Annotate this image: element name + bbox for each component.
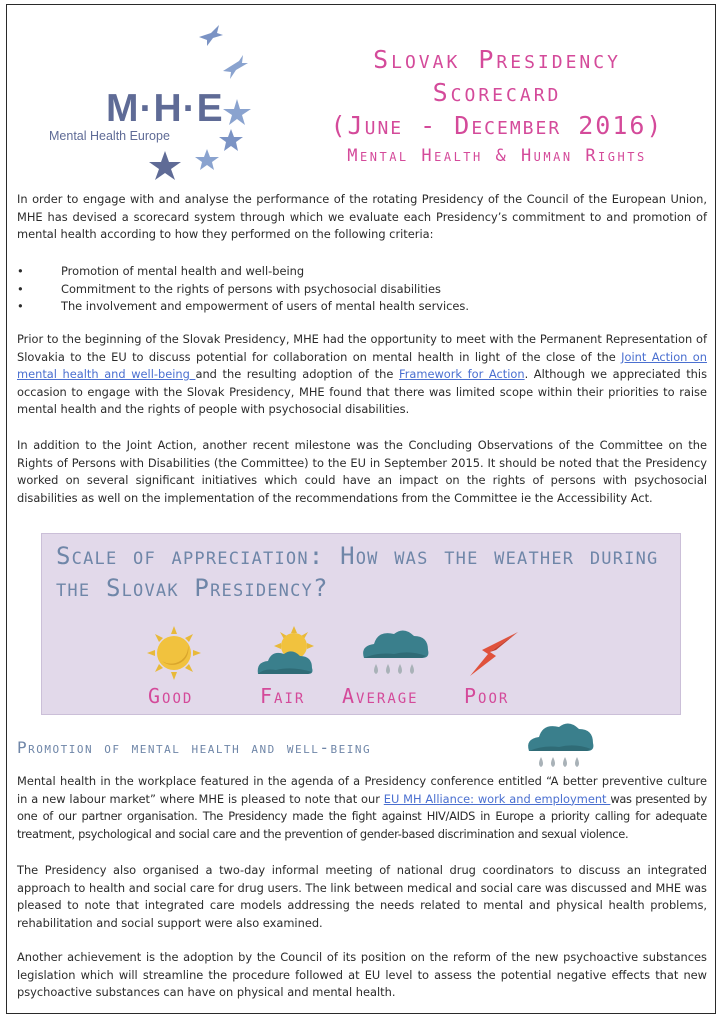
scale-label-fair: Fair <box>260 684 306 708</box>
mhe-logo <box>37 23 287 183</box>
para2-text-a: Prior to the beginning of the Slovak Presidency, MHE had the opportunity to meet with the Permanent Representation of Slovakia to the EU to discuss potential for collaboration on mental health in light of the close of the <box>17 332 707 364</box>
joint-action-link[interactable]: Joint Action on mental health and well-being <box>17 349 707 381</box>
eu-mh-alliance-link[interactable]: EU MH Alliance: work and employment <box>383 791 611 806</box>
title-line-1: Slovak Presidency <box>373 45 621 74</box>
bird-icon <box>199 25 223 46</box>
framework-link[interactable]: Framework for Action <box>398 367 525 381</box>
page-title <box>297 43 697 170</box>
sun-cloud-icon <box>252 626 320 680</box>
star-icon <box>195 149 219 170</box>
section-title-promotion: Promotion of mental health and well-being <box>17 738 372 757</box>
scale-of-appreciation <box>41 533 681 715</box>
rain-cloud-icon <box>358 624 434 680</box>
intro-text: In order to engage with and analyse the performance of the rotating Presidency of the Council of the European Union, MHE has devised a scorecard system through which we evaluate each Presidency’s commitment to and promotion of mental health according to how they performed on the following criteria: <box>17 192 707 241</box>
list-item: • The involvement and empowerment of users of mental health services. <box>17 298 697 316</box>
scorecard-page <box>6 4 716 1014</box>
section1-text-a: Mental health in the workplace featured in the agenda of a Presidency conference entitled “A better preventive culture in a new labour market” where MHE is pleased to note that our <box>17 774 707 806</box>
rain-cloud-icon <box>523 717 599 773</box>
title-line-4: Mental Health & Human Rights <box>347 146 647 166</box>
section1-paragraph-1 <box>17 773 707 843</box>
section1-text-3: Another achievement is the adoption by the Council of its position on the reform of the new psychoactive substances legislation which will streamline the procedure followed at EU level to assess the potential negative effects that new psychoactive substances can have on physical and mental health. <box>17 950 707 999</box>
bird-icon <box>223 55 248 79</box>
title-line-3: (June - December 2016) <box>330 111 664 140</box>
star-icon <box>149 151 181 180</box>
milestone-paragraph <box>17 437 707 507</box>
logo-subtitle: Mental Health Europe <box>49 129 170 143</box>
section1-text-2: The Presidency also organised a two-day informal meeting of national drug coordinators to discuss an integrated approach to health and social care for drug users. The link between medical and social care was discussed and MHE was pleased to note that integrated care models addressing the needs related to mental and physical health problems, rehabilitation and social support were also examined. <box>17 863 707 930</box>
presidency-paragraph <box>17 331 707 419</box>
milestone-text: In addition to the Joint Action, another recent milestone was the Concluding Observations of the Committee on the Rights of Persons with Disabilities (the Committee) to the EU in September 2015. It should be noted that the Presidency worked on several significant initiatives which could have an impact on the rights of persons with psychosocial disabilities as well on the implementation of the recommendations from the Committee ie the Accessibility Act. <box>17 438 707 505</box>
section1-paragraph-2 <box>17 862 707 932</box>
section1-paragraph-3 <box>17 949 707 1002</box>
star-icon <box>223 99 251 125</box>
list-item: • Promotion of mental health and well-being <box>17 263 697 281</box>
logo-wordmark: M·H·E <box>106 87 224 130</box>
scale-label-average: Average <box>342 684 419 708</box>
sun-icon <box>144 626 204 680</box>
title-line-2: Scorecard <box>432 78 562 107</box>
lightning-icon <box>466 630 522 680</box>
scale-label-good: Good <box>148 684 194 708</box>
para2-text-c: . Although we appreciated this occasion to engage with the Slovak Presidency, MHE found that there was limited scope within their priorities to raise mental health and the rights of people with psychosocial disabilities. <box>17 367 707 416</box>
intro-paragraph <box>17 191 707 244</box>
star-icon <box>219 129 243 151</box>
list-item: • Commitment to the rights of persons with psychosocial disabilities <box>17 281 697 299</box>
scale-label-poor: Poor <box>464 684 510 708</box>
criteria-list <box>17 263 697 316</box>
section1-text-b: was presented by one of our partner organisation. The Presidency made the fight against HIV/AIDS in Europe a priority calling for adequate treatment, psychological and social care and the prevention of gender-based discrimination and sexual violence. <box>17 791 707 841</box>
scale-title: Scale of appreciation: How was the weather during the Slovak Presidency? <box>56 542 659 602</box>
para2-text-b: and the resulting adoption of the <box>195 367 399 381</box>
